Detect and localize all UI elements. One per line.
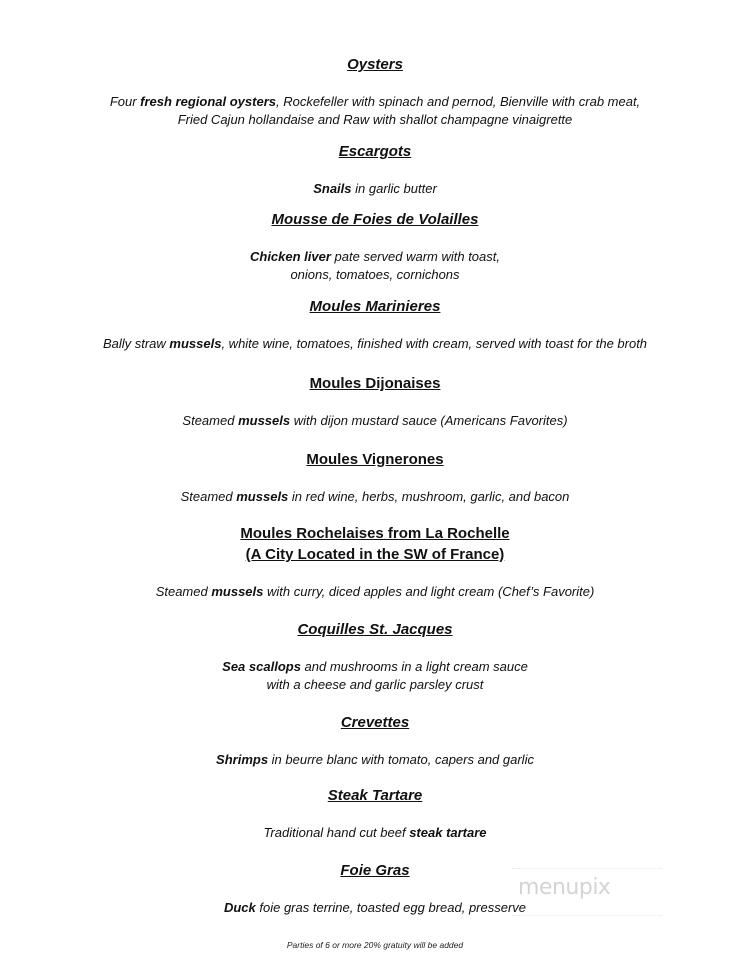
gratuity-footer: Parties of 6 or more 20% gratuity will be added bbox=[286, 940, 464, 950]
dish-desc-oysters: Four fresh regional oysters, Rockefeller with spinach and pernod, Bienville with crab meat, bbox=[109, 94, 641, 109]
dish-title-moules-rochelaises-line2: (A City Located in the SW of France) bbox=[245, 546, 505, 563]
dish-title-moules-vignerones: Moules Vignerones bbox=[306, 451, 444, 468]
dish-title-coquilles: Coquilles St. Jacques bbox=[297, 621, 453, 638]
dish-desc-foie-gras: Duck foie gras terrine, toasted egg bread, presserve bbox=[223, 900, 527, 915]
dish-desc-oysters-line2: Fried Cajun hollandaise and Raw with shallot champagne vinaigrette bbox=[177, 112, 573, 127]
menupix-watermark bbox=[512, 868, 662, 916]
dish-title-escargots: Escargots bbox=[338, 143, 412, 160]
dish-desc-moules-rochelaises: Steamed mussels with curry, diced apples and light cream (Chef’s Favorite) bbox=[155, 584, 595, 599]
dish-desc-moules-vignerones: Steamed mussels in red wine, herbs, mushroom, garlic, and bacon bbox=[180, 489, 570, 504]
dish-title-steak-tartare: Steak Tartare bbox=[327, 787, 423, 804]
dish-title-moules-marinieres: Moules Marinieres bbox=[309, 298, 441, 315]
dish-desc-moules-dijonaises: Steamed mussels with dijon mustard sauce (Americans Favorites) bbox=[182, 413, 568, 428]
dish-desc-moules-marinieres: Bally straw mussels, white wine, tomatoes, finished with cream, served with toast for the broth bbox=[102, 336, 648, 351]
dish-desc-steak-tartare: Traditional hand cut beef steak tartare bbox=[263, 825, 487, 840]
dish-desc-mousse-line2: onions, tomatoes, cornichons bbox=[290, 267, 460, 282]
dish-title-oysters: Oysters bbox=[347, 56, 403, 73]
dish-title-foie-gras: Foie Gras bbox=[340, 862, 410, 879]
dish-title-moules-dijonaises: Moules Dijonaises bbox=[309, 375, 441, 392]
dish-desc-crevettes: Shrimps in beurre blanc with tomato, capers and garlic bbox=[216, 752, 534, 767]
menupix-watermark-text: menupix bbox=[518, 875, 611, 900]
dish-desc-coquilles-line2: with a cheese and garlic parsley crust bbox=[266, 677, 484, 692]
dish-title-mousse: Mousse de Foies de Volailles bbox=[271, 211, 479, 228]
dish-title-moules-rochelaises: Moules Rochelaises from La Rochelle bbox=[240, 525, 510, 542]
dish-desc-mousse: Chicken liver pate served warm with toast, bbox=[249, 249, 500, 264]
dish-desc-coquilles: Sea scallops and mushrooms in a light cream sauce bbox=[222, 659, 528, 674]
dish-desc-escargots: Snails in garlic butter bbox=[313, 181, 437, 196]
dish-title-crevettes: Crevettes bbox=[340, 714, 410, 731]
